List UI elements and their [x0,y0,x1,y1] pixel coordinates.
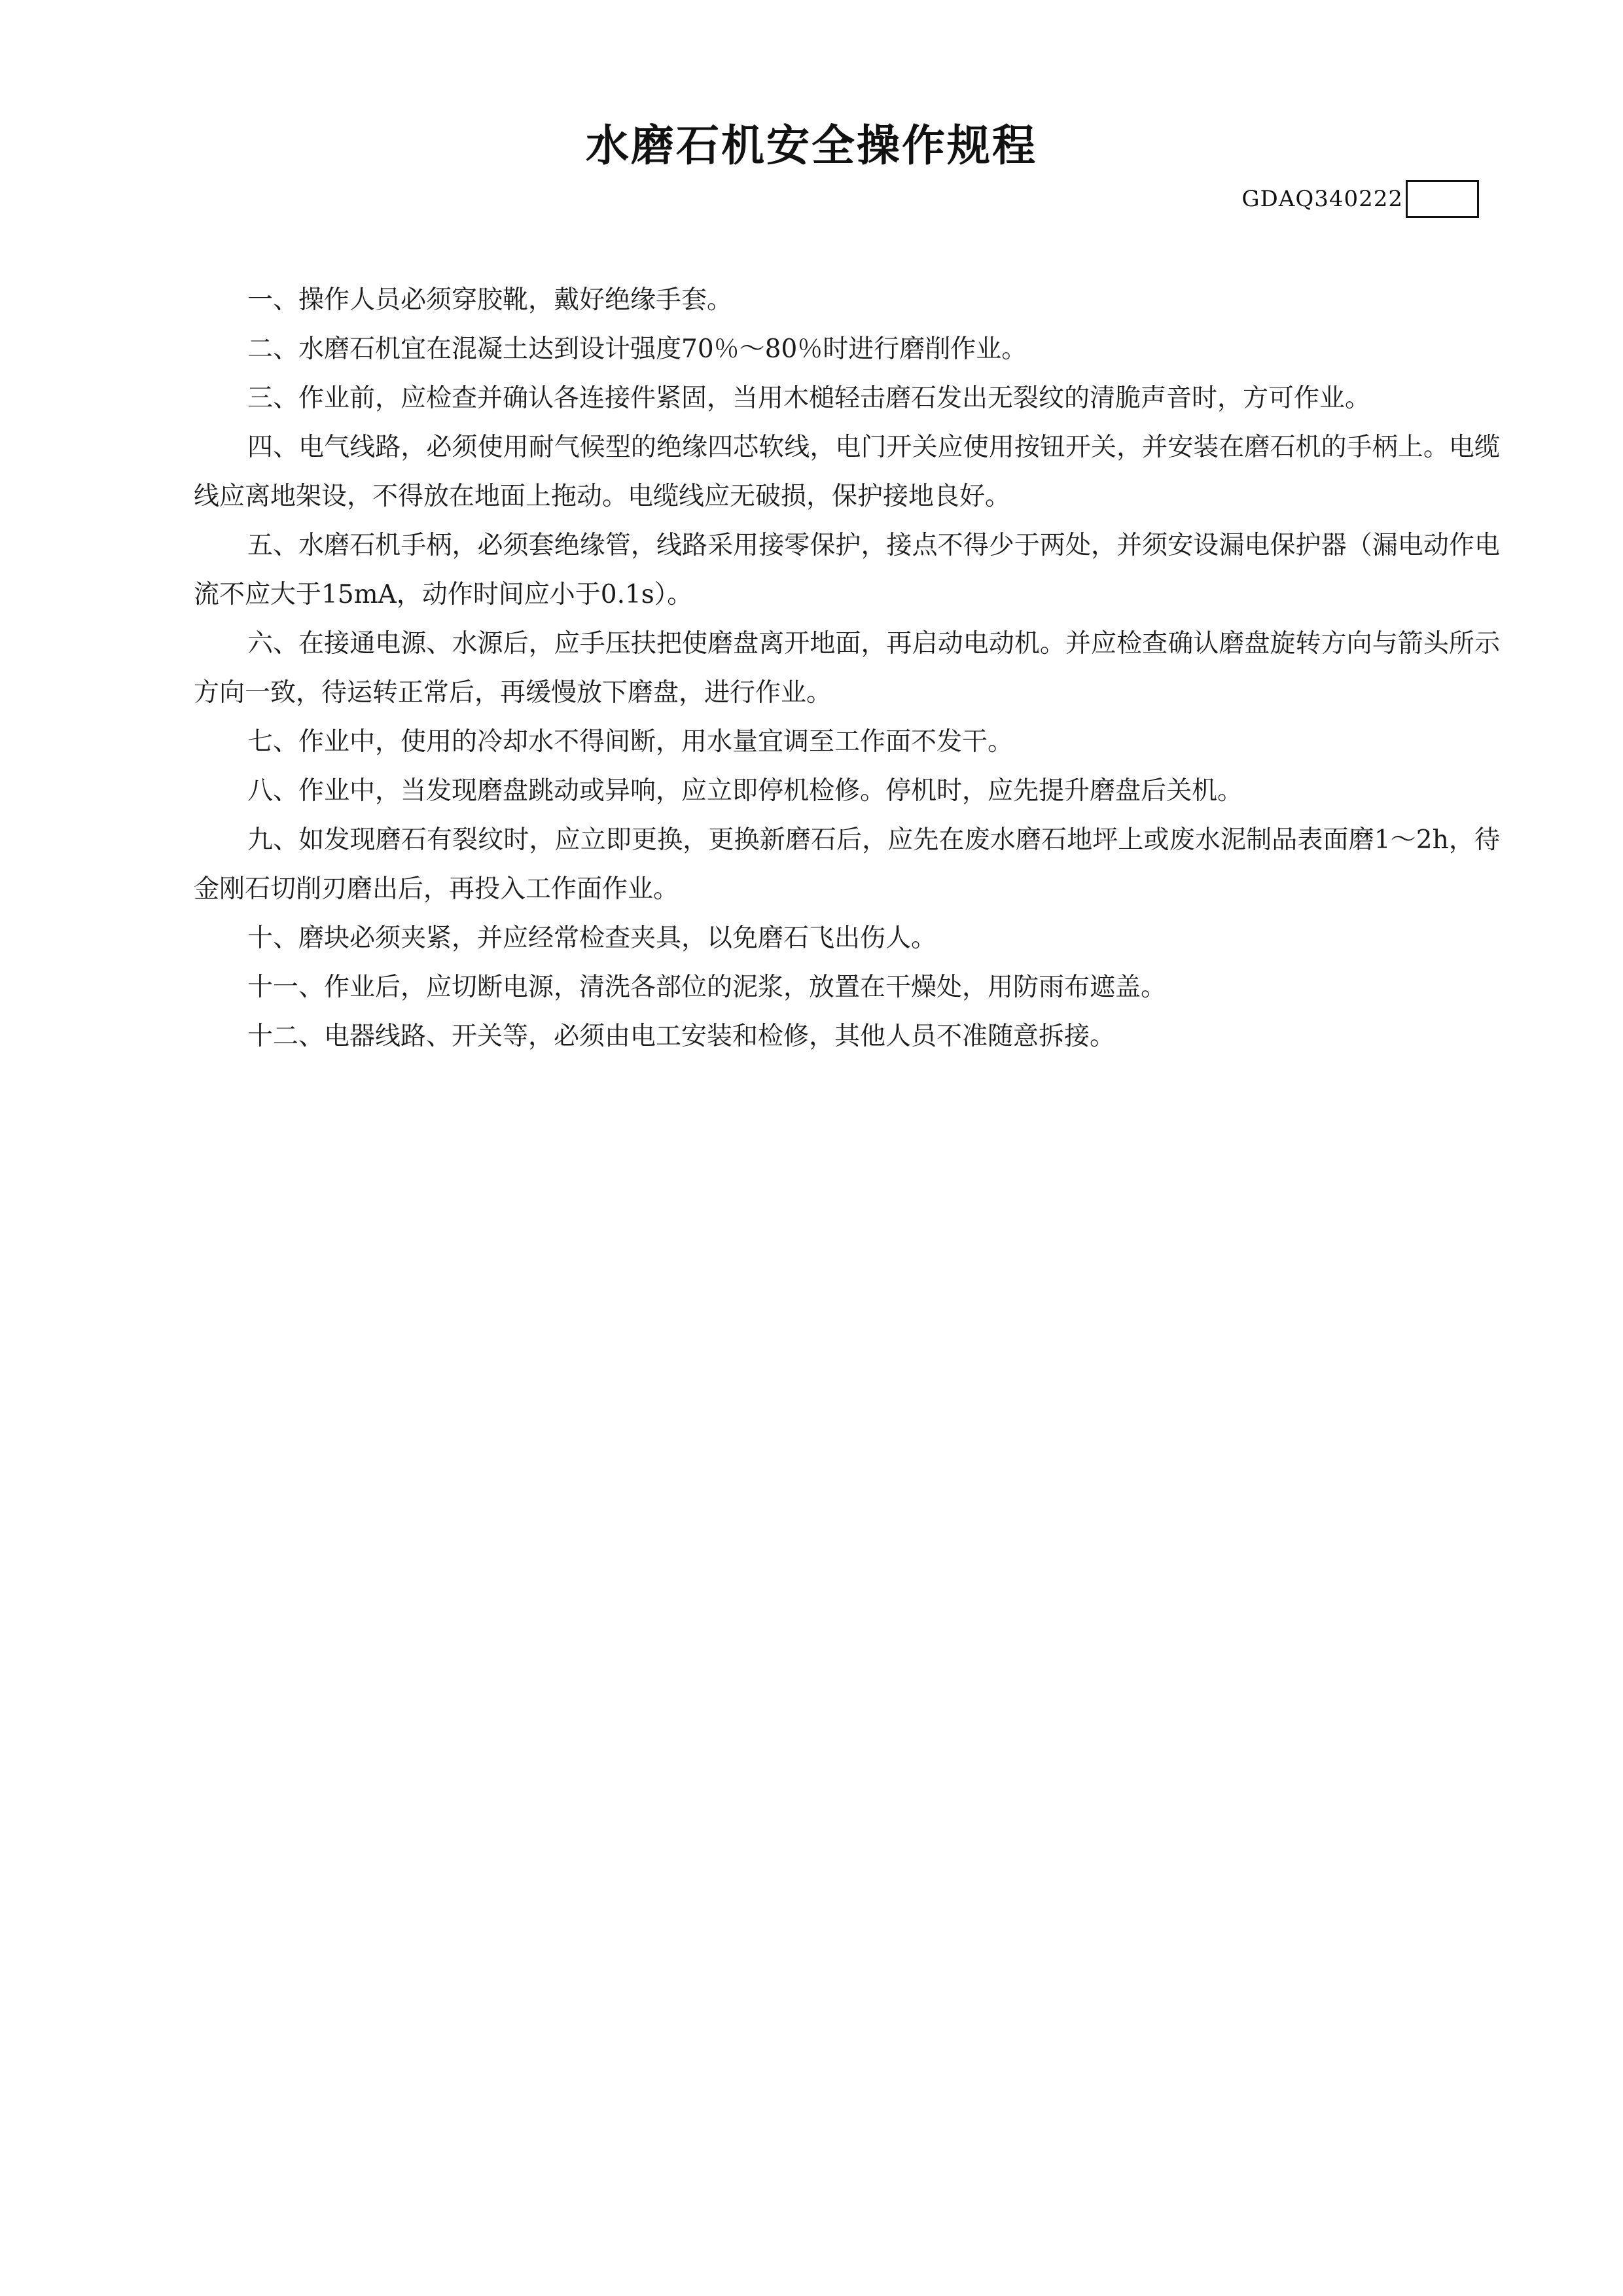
rule-item: 十、磨块必须夹紧，并应经常检查夹具，以免磨石飞出伤人。 [247,924,937,953]
rule-item: 五、水磨石机手柄，必须套绝缘管，线路采用接零保护，接点不得少于两处，并须安设漏电保护器（漏电动作电流不应大于15mA，动作时间应小于0.1s）。 [194,531,1500,609]
rule-item: 九、如发现磨石有裂纹时，应立即更换，更换新磨石后，应先在废水磨石地坪上或废水泥制品表面磨1～2h，待金刚石切削刃磨出后，再投入工作面作业。 [194,825,1500,904]
rule-item: 六、在接通电源、水源后，应手压扶把使磨盘离开地面，再启动电动机。并应检查确认磨盘旋转方向与箭头所示方向一致，待运转正常后，再缓慢放下磨盘，进行作业。 [194,629,1500,708]
document-code-box [1406,180,1479,218]
rule-item: 十二、电器线路、开关等，必须由电工安装和检修，其他人员不准随意拆接。 [247,1022,1116,1051]
rule-item: 八、作业中，当发现磨盘跳动或异响，应立即停机检修。停机时，应先提升磨盘后关机。 [247,776,1243,806]
rule-item: 一、操作人员必须穿胶靴，戴好绝缘手套。 [247,285,733,315]
rules-list [194,276,1500,1061]
rule-item: 二、水磨石机宜在混凝土达到设计强度70％～80％时进行磨削作业。 [247,334,1027,364]
rule-item: 三、作业前，应检查并确认各连接件紧固，当用木槌轻击磨石发出无裂纹的清脆声音时，方可作业。 [247,384,1371,413]
rule-item: 七、作业中，使用的冷却水不得间断，用水量宜调至工作面不发干。 [247,727,1014,757]
document-title: 水磨石机安全操作规程 [586,120,1037,171]
rule-item: 四、电气线路，必须使用耐气候型的绝缘四芯软线，电门开关应使用按钮开关，并安装在磨石机的手柄上。电缆线应离地架设，不得放在地面上拖动。电缆线应无破损，保护接地良好。 [194,433,1500,511]
rule-item: 十一、作业后，应切断电源，清洗各部位的泥浆，放置在干燥处，用防雨布遮盖。 [247,973,1167,1002]
document-code: GDAQ340222 [1241,186,1403,212]
document-code-row [1241,178,1479,220]
